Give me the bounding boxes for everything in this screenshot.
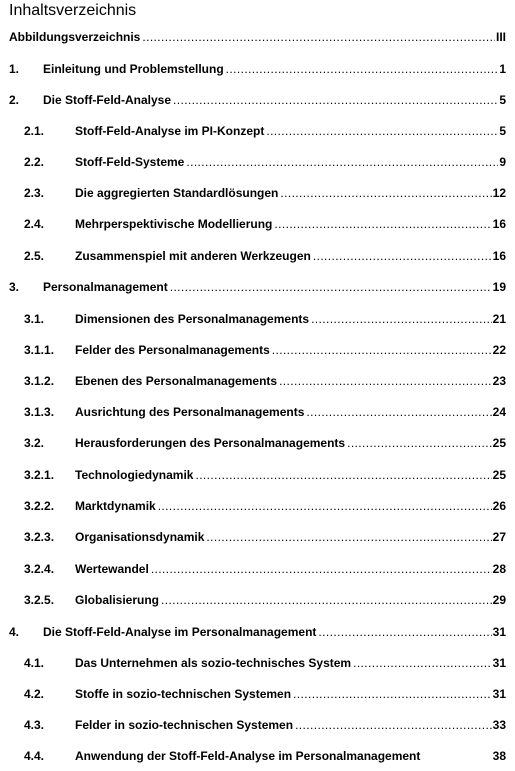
toc-entry-number: 2.1.	[24, 124, 45, 138]
toc-entry[interactable]	[24, 122, 506, 138]
toc-entry[interactable]	[9, 278, 506, 294]
toc-entry-title: Anwendung der Stoff-Feld-Analyse im Personalmanagement	[75, 749, 421, 763]
toc-entry-title: Die Stoff-Feld-Analyse im Personalmanagement	[43, 625, 317, 639]
toc-entry-number: 2.	[9, 93, 20, 107]
toc-entry-page-number: 27	[492, 530, 506, 544]
toc-entry[interactable]	[9, 91, 506, 107]
toc-entry-number: 4.3.	[24, 718, 45, 732]
toc-entry-title: Abbildungsverzeichnis	[9, 30, 141, 44]
toc-entry-page-number: 5	[499, 93, 506, 107]
toc-entry[interactable]	[24, 716, 506, 732]
toc-dot-leader	[280, 186, 491, 200]
toc-entry-title: Stoff-Feld-Analyse im PI-Konzept	[75, 124, 265, 138]
toc-entry-number: 3.2.4.	[24, 562, 55, 576]
toc-entry[interactable]	[24, 747, 506, 763]
toc-entry-page-number: 26	[492, 499, 506, 513]
toc-entry-title: Ausrichtung des Personalmanagements	[75, 405, 305, 419]
toc-entry-page-number: 23	[492, 374, 506, 388]
toc-entry-page-number: III	[495, 30, 506, 44]
toc-entry-number: 4.4.	[24, 749, 45, 763]
toc-entry-title: Herausforderungen des Personalmanagements	[75, 436, 346, 450]
toc-entry-number: 3.2.3.	[24, 530, 55, 544]
toc-entry-number: 4.	[9, 625, 20, 639]
toc-entry-number: 2.5.	[24, 249, 45, 263]
toc-dot-leader	[151, 562, 492, 576]
toc-entry-number: 2.3.	[24, 186, 45, 200]
toc-entry-page-number: 31	[492, 687, 506, 701]
toc-entry-page-number: 28	[492, 562, 506, 576]
toc-entry[interactable]	[24, 184, 506, 200]
toc-dot-leader	[158, 499, 492, 513]
toc-entry[interactable]	[24, 528, 506, 544]
toc-entry-title: Personalmanagement	[43, 280, 168, 294]
toc-entry[interactable]	[24, 654, 506, 670]
toc-entry-number: 3.1.	[24, 312, 45, 326]
toc-entry-number: 2.4.	[24, 217, 45, 231]
toc-entry-number: 3.2.1.	[24, 468, 55, 482]
toc-entry[interactable]	[24, 497, 506, 513]
toc-entry-page-number: 24	[492, 405, 506, 419]
toc-dot-leader	[279, 374, 492, 388]
toc-entry-title: Die Stoff-Feld-Analyse	[43, 93, 172, 107]
toc-entry-number: 3.2.5.	[24, 593, 55, 607]
toc-entry-page-number: 22	[492, 343, 506, 357]
toc-entry-page-number: 19	[492, 280, 506, 294]
toc-entry-title: Ebenen des Personalmanagements	[75, 374, 278, 388]
toc-entry-number: 4.1.	[24, 656, 45, 670]
toc-entry-title: Marktdynamik	[75, 499, 156, 513]
toc-entry-page-number: 33	[492, 718, 506, 732]
toc-entry-title: Das Unternehmen als sozio-technisches System	[75, 656, 352, 670]
toc-entry-number: 3.1.3.	[24, 405, 55, 419]
toc-entry[interactable]	[24, 434, 506, 450]
toc-entry[interactable]	[24, 403, 506, 419]
toc-entry[interactable]	[24, 685, 506, 701]
toc-dot-leader	[274, 217, 491, 231]
toc-entry-number: 3.1.1.	[24, 343, 55, 357]
toc-entry[interactable]	[9, 623, 506, 639]
toc-dot-leader	[311, 312, 492, 326]
toc-entry-title: Technologiedynamik	[75, 468, 194, 482]
toc-entry-page-number: 25	[492, 468, 506, 482]
toc-entry-title: Zusammenspiel mit anderen Werkzeugen	[75, 249, 311, 263]
toc-entry-title: Einleitung und Problemstellung	[43, 62, 224, 76]
toc-entry-title: Globalisierung	[75, 593, 160, 607]
toc-dot-leader	[195, 468, 491, 482]
toc-entry-page-number: 9	[499, 155, 506, 169]
toc-entry-page-number: 16	[492, 217, 506, 231]
toc-entry-title: Wertewandel	[75, 562, 149, 576]
toc-entry[interactable]	[9, 28, 506, 44]
toc-entry[interactable]	[24, 215, 506, 231]
toc-entry-number: 2.2.	[24, 155, 45, 169]
toc-entry-page-number: 25	[492, 436, 506, 450]
toc-entry-title: Felder in sozio-technischen Systemen	[75, 718, 294, 732]
toc-dot-leader	[142, 30, 495, 44]
toc-dot-leader	[272, 343, 492, 357]
toc-entry-page-number: 1	[499, 62, 506, 76]
toc-entry[interactable]	[9, 60, 506, 76]
toc-entry-page-number: 5	[499, 124, 506, 138]
toc-entry-number: 3.2.2.	[24, 499, 55, 513]
toc-entry[interactable]	[24, 591, 506, 607]
toc-entry-number: 3.	[9, 280, 20, 294]
toc-dot-leader	[186, 155, 498, 169]
toc-dot-leader	[161, 593, 492, 607]
toc-dot-leader	[295, 718, 492, 732]
toc-dot-leader	[422, 749, 491, 763]
toc-entry-title: Felder des Personalmanagements	[75, 343, 270, 357]
toc-entry-page-number: 21	[492, 312, 506, 326]
toc-entry[interactable]	[24, 341, 506, 357]
toc-entry-page-number: 31	[492, 656, 506, 670]
toc-entry-title: Organisationsdynamik	[75, 530, 205, 544]
toc-dot-leader	[293, 687, 492, 701]
toc-entry-number: 1.	[9, 62, 20, 76]
toc-entry-number: 3.1.2.	[24, 374, 55, 388]
toc-dot-leader	[353, 656, 492, 670]
toc-entry-page-number: 16	[492, 249, 506, 263]
toc-dot-leader	[313, 249, 492, 263]
toc-dot-leader	[347, 436, 492, 450]
toc-entry[interactable]	[24, 153, 506, 169]
toc-entry[interactable]	[24, 310, 506, 326]
toc-dot-leader	[306, 405, 491, 419]
toc-entry[interactable]	[24, 372, 506, 388]
toc-dot-leader	[266, 124, 498, 138]
toc-entry-page-number: 12	[492, 186, 506, 200]
toc-entry-number: 3.2.	[24, 436, 45, 450]
toc-entry-page-number: 29	[492, 593, 506, 607]
toc-dot-leader	[173, 93, 498, 107]
toc-dot-leader	[318, 625, 491, 639]
document-title: Inhaltsverzeichnis	[9, 2, 137, 19]
toc-entry[interactable]	[24, 466, 506, 482]
toc-entry-title: Stoffe in sozio-technischen Systemen	[75, 687, 292, 701]
toc-entry-title: Mehrperspektivische Modellierung	[75, 217, 273, 231]
toc-entry-title: Stoff-Feld-Systeme	[75, 155, 185, 169]
toc-entry[interactable]	[24, 560, 506, 576]
toc-dot-leader	[226, 62, 499, 76]
toc-dot-leader	[206, 530, 491, 544]
toc-entry[interactable]	[24, 247, 506, 263]
toc-entry-number: 4.2.	[24, 687, 45, 701]
toc-entry-page-number: 38	[492, 749, 506, 763]
toc-dot-leader	[170, 280, 492, 294]
toc-entry-title: Dimensionen des Personalmanagements	[75, 312, 310, 326]
toc-entry-page-number: 31	[492, 625, 506, 639]
toc-entry-title: Die aggregierten Standardlösungen	[75, 186, 279, 200]
